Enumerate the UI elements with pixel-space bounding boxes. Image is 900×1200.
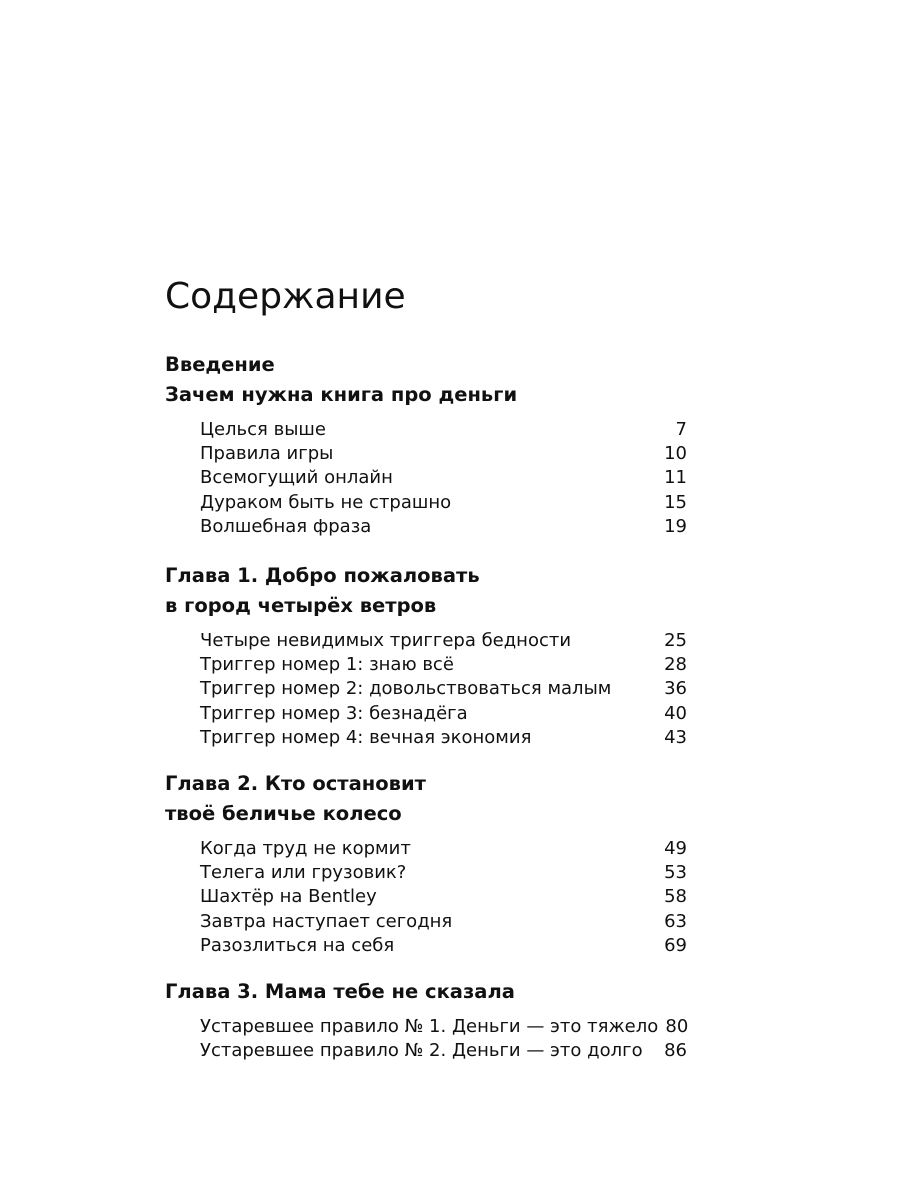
toc-section-chapter-1	[165, 561, 687, 750]
entry-title: Телега или грузовик?	[200, 862, 407, 884]
entry-page-number: 43	[664, 726, 687, 748]
toc-entries	[165, 418, 687, 539]
section-heading	[165, 350, 687, 410]
entry-title: Устаревшее правило № 1. Деньги — это тяжело	[200, 1016, 659, 1037]
entry-page-number: 63	[664, 910, 687, 932]
toc-entry[interactable]	[165, 934, 687, 958]
entry-page-number: 10	[664, 443, 687, 465]
entry-title: Шахтёр на Bentley	[200, 886, 377, 908]
section-heading	[165, 561, 687, 621]
toc-entry[interactable]	[165, 491, 687, 515]
entry-title: Триггер номер 2: довольствоваться малым	[200, 678, 612, 700]
entry-page-number: 40	[664, 702, 687, 724]
entry-page-number: 69	[664, 934, 687, 956]
toc-entry[interactable]	[165, 653, 687, 677]
entry-title: Завтра наступает сегодня	[200, 910, 453, 932]
section-heading-line: Введение	[165, 353, 275, 376]
toc-entries	[165, 1015, 687, 1063]
section-heading	[165, 977, 687, 1007]
toc-entry[interactable]	[165, 677, 687, 701]
entry-title: Триггер номер 3: безнадёга	[200, 702, 468, 724]
entry-page-number: 15	[664, 491, 687, 513]
toc-entry[interactable]	[165, 861, 687, 885]
entry-title: Триггер номер 1: знаю всё	[200, 654, 454, 676]
section-heading-line: Глава 1. Добро пожаловать	[165, 564, 480, 587]
entry-page-number: 11	[664, 467, 687, 489]
page-title: Содержание	[165, 276, 406, 317]
toc-entries	[165, 837, 687, 958]
entry-page-number: 36	[664, 678, 687, 700]
toc-entry[interactable]	[165, 418, 687, 442]
toc-entry[interactable]	[165, 910, 687, 934]
entry-title: Триггер номер 4: вечная экономия	[200, 726, 532, 748]
entry-page-number: 19	[664, 515, 687, 537]
entry-page-number: 53	[664, 862, 687, 884]
entry-title: Дураком быть не страшно	[200, 491, 452, 513]
entry-title: Целься выше	[200, 419, 326, 440]
entry-page-number: 86	[664, 1040, 687, 1062]
section-heading-line: Зачем нужна книга про деньги	[165, 383, 518, 406]
entry-title: Волшебная фраза	[200, 515, 372, 537]
entry-page-number: 80	[665, 1016, 689, 1037]
entry-title: Всемогущий онлайн	[200, 467, 393, 489]
entry-title: Правила игры	[200, 443, 334, 465]
section-heading-line: твоё беличье колесо	[165, 802, 402, 825]
toc-section-chapter-2	[165, 769, 687, 958]
toc-entry[interactable]	[165, 466, 687, 490]
entry-page-number: 7	[675, 419, 687, 440]
toc-entry[interactable]	[165, 629, 687, 653]
section-heading-line: Глава 3. Мама тебе не сказала	[165, 980, 515, 1003]
section-heading-line: Глава 2. Кто остановит	[165, 772, 426, 795]
entry-page-number: 58	[664, 886, 687, 908]
section-heading	[165, 769, 687, 829]
entry-title: Четыре невидимых триггера бедности	[200, 630, 572, 651]
toc-entry[interactable]	[165, 885, 687, 909]
toc-entry[interactable]	[165, 1039, 687, 1063]
entry-page-number: 25	[664, 630, 687, 651]
toc-entry[interactable]	[165, 837, 687, 861]
toc-entry[interactable]	[165, 515, 687, 539]
section-heading-line: в город четырёх ветров	[165, 594, 437, 617]
entry-title: Когда труд не кормит	[200, 838, 411, 859]
entry-page-number: 28	[664, 654, 687, 676]
toc-entries	[165, 629, 687, 750]
entry-title: Устаревшее правило № 2. Деньги — это долго	[200, 1040, 643, 1062]
entry-page-number: 49	[664, 838, 687, 859]
toc-section-introduction	[165, 350, 687, 539]
toc-entry[interactable]	[165, 442, 687, 466]
toc-entry[interactable]	[165, 1015, 687, 1039]
toc-entry[interactable]	[165, 702, 687, 726]
toc-section-chapter-3	[165, 977, 687, 1063]
toc-entry[interactable]	[165, 726, 687, 750]
entry-title: Разозлиться на себя	[200, 934, 395, 956]
